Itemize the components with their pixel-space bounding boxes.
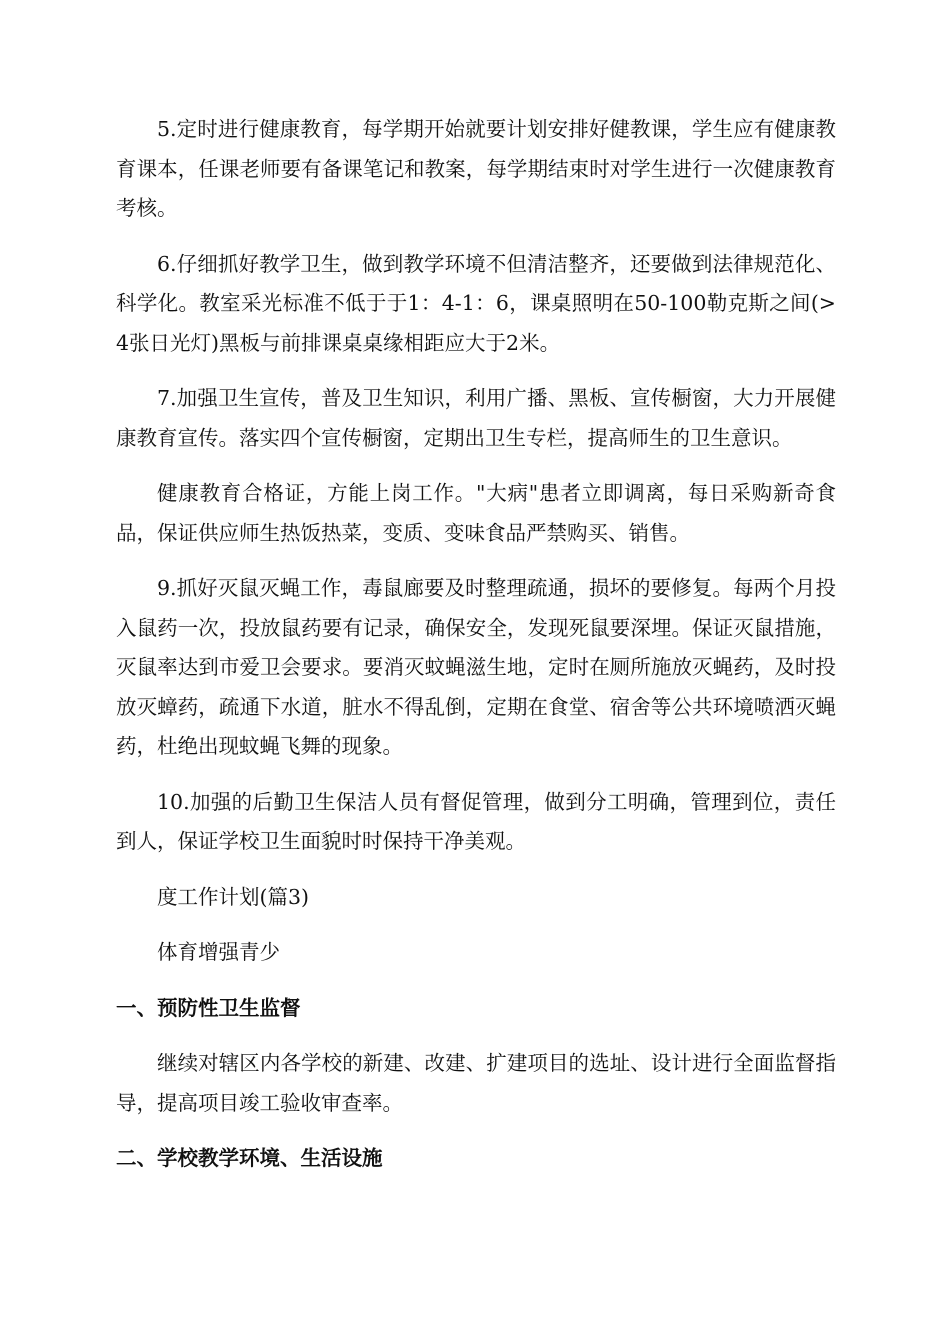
document-body (116, 110, 836, 1195)
paragraph-health-education: 5.定时进行健康教育，每学期开始就要计划安排好健教课，学生应有健康教育课本，任课老师要有备课笔记和教案，每学期结束时对学生进行一次健康教育考核。 (116, 117, 836, 220)
paragraph-health-certificate: 健康教育合格证，方能上岗工作。"大病"患者立即调离，每日采购新奇食品，保证供应师生热饭热菜，变质、变味食品严禁购买、销售。 (116, 481, 836, 545)
paragraph-sports: 体育增强青少 (157, 940, 280, 964)
paragraph-pest-control: 9.抓好灭鼠灭蝇工作，毒鼠廊要及时整理疏通，损坏的要修复。每两个月投入鼠药一次，投放鼠药要有记录，确保安全，发现死鼠要深埋。保证灭鼠措施，灭鼠率达到市爱卫会要求。要消灭蚊蝇滋生地，定时在厕所施放灭蝇药，及时投放灭蟑药，疏通下水道，脏水不得乱倒，定期在食堂、宿舍等公共环境喷洒灭蝇药，杜绝出现蚊蝇飞舞的现象。 (116, 576, 836, 758)
paragraph-project-supervision: 继续对辖区内各学校的新建、改建、扩建项目的选址、设计进行全面监督指导，提高项目竣工验收审查率。 (116, 1051, 836, 1115)
paragraph-cleaning-management: 10.加强的后勤卫生保洁人员有督促管理，做到分工明确，管理到位，责任到人，保证学校卫生面貌时时保持干净美观。 (116, 789, 836, 853)
paragraph-teaching-hygiene: 6.仔细抓好教学卫生，做到教学环境不但清洁整齐，还要做到法律规范化、科学化。教室采光标准不低于于1：4-1：6，课桌照明在50-100勒克斯之间(>4张日光灯)黑板与前排课桌桌缘相距应大于2米。 (116, 251, 836, 355)
section-heading-preventive-supervision: 一、预防性卫生监督 (116, 995, 301, 1020)
paragraph-plan-title: 度工作计划(篇3) (157, 884, 310, 909)
paragraph-hygiene-publicity: 7.加强卫生宣传，普及卫生知识，利用广播、黑板、宣传橱窗，大力开展健康教育宣传。落实四个宣传橱窗，定期出卫生专栏，提高师生的卫生意识。 (116, 386, 836, 450)
section-heading-teaching-environment: 二、学校教学环境、生活设施 (116, 1146, 383, 1170)
